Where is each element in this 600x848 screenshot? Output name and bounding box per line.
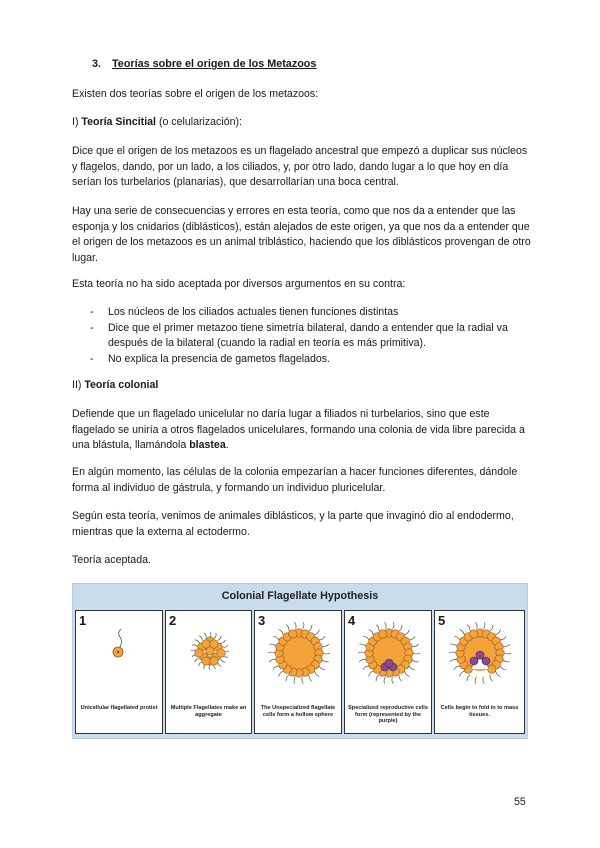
cell — [379, 630, 387, 638]
theory1-p3-text: Esta teoría no ha sido aceptada por diversos argumentos en su contra: — [72, 278, 406, 290]
flagellum — [204, 633, 206, 639]
flagellum — [384, 677, 386, 684]
flagellum — [279, 671, 284, 676]
flagellum — [369, 630, 374, 635]
theory2-prefix: II) — [72, 379, 85, 391]
reproductive-cell — [476, 651, 484, 659]
theory2-p1-end: . — [225, 439, 229, 452]
flagellum — [399, 675, 402, 681]
flagellum — [450, 644, 457, 646]
theory2-heading — [72, 378, 532, 394]
flagellum — [460, 671, 465, 676]
flagellum — [454, 636, 460, 640]
theory1-bullet-list — [72, 305, 532, 367]
flagellum — [359, 644, 366, 646]
cell — [202, 640, 210, 648]
flagellum — [392, 677, 394, 684]
theory2-paragraph-4 — [72, 553, 532, 569]
flagellum — [199, 636, 203, 641]
flagellum — [363, 636, 369, 640]
theory1-paragraph-1 — [72, 144, 532, 191]
flagellum — [490, 675, 493, 681]
page-number: 55 — [514, 796, 526, 808]
panel-number: 2 — [169, 613, 177, 628]
flagellum — [294, 677, 296, 684]
panel-caption: The Unspecialized flagellate cells form a hollow sphere — [260, 705, 336, 718]
flagellum — [476, 622, 478, 629]
section-number: 3. — [92, 58, 102, 70]
figure-panel-3 — [254, 610, 342, 734]
flagellum — [319, 666, 325, 670]
figure-panel-1 — [75, 610, 163, 734]
theory2-paragraph-3 — [72, 509, 532, 540]
flagellum — [412, 660, 419, 662]
flagellate-aggregate-illustration — [166, 611, 253, 703]
flagellum — [409, 666, 415, 670]
flagellum — [409, 636, 415, 640]
panel-number: 4 — [348, 613, 356, 628]
flagellum — [273, 636, 279, 640]
flagellum — [475, 677, 477, 684]
flagellum — [376, 625, 379, 631]
panel-caption: Multiple Flagellates make an aggregate — [170, 705, 247, 718]
flagellum — [221, 659, 226, 663]
flagellum — [309, 625, 312, 631]
flagellum — [483, 677, 485, 684]
reproductive-cell — [470, 657, 478, 665]
list-item: - Dice que el primer metazoo tiene simetría bilateral, dando a entender que la radial va después de la bilateral (cuando la radial en teoría es más primitiva). — [72, 321, 532, 352]
flagellum — [302, 677, 304, 684]
colonial-flagellate-figure — [72, 583, 528, 739]
theory2-paragraph-1 — [72, 407, 532, 454]
section-heading — [92, 58, 316, 70]
flagellum — [363, 666, 369, 670]
flagellum — [269, 644, 276, 646]
theory2-p4-text: Teoría aceptada. — [72, 554, 151, 566]
flagellum — [295, 622, 297, 629]
cell — [470, 630, 478, 638]
flagellum — [359, 660, 366, 662]
flagellum — [222, 645, 228, 647]
theory2-p1-text: Defiende que un flagelado unicelular no daría lugar a filiados ni turbelarios, sino que este flagelado se uniría a otros flagelados unicelulares, formando una colonia de vida libre parecida a una blástula, llamándola — [72, 408, 525, 452]
flagellum — [315, 630, 320, 635]
panel-number: 1 — [79, 613, 87, 628]
flagellum — [192, 645, 198, 647]
flagellum — [454, 666, 460, 670]
panel-caption: Specialized reproductive cells form (represented by the purple) — [348, 705, 428, 725]
panel-caption: Cells begin to fold in to mass tissues. — [440, 705, 519, 718]
flagellum — [322, 644, 329, 646]
flagellum — [504, 653, 511, 654]
reproductive-cell — [385, 659, 393, 667]
cell — [217, 649, 225, 657]
cell — [210, 657, 218, 665]
flagellum — [218, 636, 222, 641]
flagellum — [376, 675, 379, 681]
list-item: - No explica la presencia de gametos flagelados. — [72, 352, 532, 368]
flagellum — [399, 625, 402, 631]
flagellum — [496, 630, 501, 635]
theory2-paragraph-2 — [72, 465, 532, 496]
theory2-p3-text: Según esta teoría, venimos de animales diblásticos, y la parte que invaginó dio al endodermo, mientras que la externa al ectodermo. — [72, 510, 514, 538]
flagellum — [500, 666, 506, 670]
flagellum — [490, 625, 493, 631]
flagellum — [279, 630, 284, 635]
intro-paragraph — [72, 87, 532, 103]
flagellum — [450, 660, 457, 662]
theory1-paragraph-2 — [72, 204, 532, 266]
flagellum — [385, 622, 387, 629]
figure-title: Colonial Flagellate Hypothesis — [221, 590, 379, 602]
theory1-suffix: (o celularización): — [156, 116, 242, 128]
cell — [195, 649, 203, 657]
flagellum — [269, 660, 276, 662]
theory1-paragraph-3 — [72, 277, 532, 293]
flagellum — [449, 652, 456, 653]
flagellum — [323, 653, 330, 654]
intro-text: Existen dos teorías sobre el origen de los metazoos: — [72, 88, 319, 100]
infolding-cells-illustration — [435, 611, 526, 703]
flagellum — [319, 636, 325, 640]
panel-number: 5 — [438, 613, 446, 628]
flagellum — [195, 640, 200, 644]
theory1-p2-text: Hay una serie de consecuencias y errores en esta teoría, como que nos da a entender que las esponja y los cnidarios (diblásticos), están alejados de este origen, ya que nos da a entender que el origen de los metazoos es un animal triblástico, haciendo que los diblásticos provengan de otro lugar. — [72, 205, 531, 264]
flagellum — [273, 666, 279, 670]
theory1-name: Teoría Sincitial — [81, 116, 156, 128]
theory2-name: Teoría colonial — [84, 379, 159, 391]
flagellum — [503, 644, 510, 646]
flagellum — [412, 644, 419, 646]
figure-panel-4 — [344, 610, 432, 734]
flagellum — [286, 625, 289, 631]
theory2-p2-text: En algún momento, las células de la colonia empezarían a hacer funciones diferentes, dándole forma al individuo de gástrula, y formando un individuo pluricelular. — [72, 466, 518, 494]
list-item: - Los núcleos de los ciliados actuales tienen funciones distintas — [72, 305, 532, 321]
flagellum — [195, 659, 200, 663]
cell — [210, 640, 218, 648]
flagellum — [503, 660, 510, 662]
single-flagellate-illustration — [76, 611, 164, 703]
flagellum — [500, 636, 506, 640]
flagellum — [268, 652, 275, 653]
flagellum — [467, 625, 470, 631]
flagellum — [302, 622, 304, 629]
figure-panel-2 — [165, 610, 252, 734]
flagellum — [392, 622, 394, 629]
flagellum — [309, 675, 312, 681]
flagellum — [322, 660, 329, 662]
theory1-prefix: I) — [72, 116, 82, 128]
flagellum — [405, 630, 410, 635]
flagellum — [286, 675, 289, 681]
blastea-term: blastea — [189, 439, 226, 452]
cell — [289, 630, 297, 638]
flagellum — [369, 671, 374, 676]
theory1-heading — [72, 115, 532, 131]
reproductive-cell — [482, 657, 490, 665]
flagellum — [467, 675, 470, 681]
flagellum — [221, 640, 226, 644]
section-title: Teorías sobre el origen de los Metazoos — [112, 58, 317, 70]
hollow-sphere-illustration — [255, 611, 343, 703]
cell — [202, 657, 210, 665]
flagellum — [405, 671, 410, 676]
flagellum — [315, 671, 320, 676]
flagellum — [483, 622, 485, 629]
theory1-p1-text: Dice que el origen de los metazoos es un flagelado ancestral que empezó a duplicar sus núcleos y flagelos, dando, por un lado, a los ciliados, y, por otro lado, dando lugar a lo que hoy en día serían los turbelarios (planarias), que desarrollarían una boca central. — [72, 145, 528, 189]
flagellum — [496, 671, 501, 676]
figure-panel-5 — [434, 610, 525, 734]
flagellum — [358, 652, 365, 653]
panel-caption: Unicellular flagellated protist — [80, 705, 158, 711]
flagellum — [214, 633, 216, 639]
cell — [488, 665, 496, 673]
panel-number: 3 — [258, 613, 266, 628]
flagellum — [460, 630, 465, 635]
flagellum — [413, 653, 420, 654]
specialized-cells-illustration — [345, 611, 433, 703]
